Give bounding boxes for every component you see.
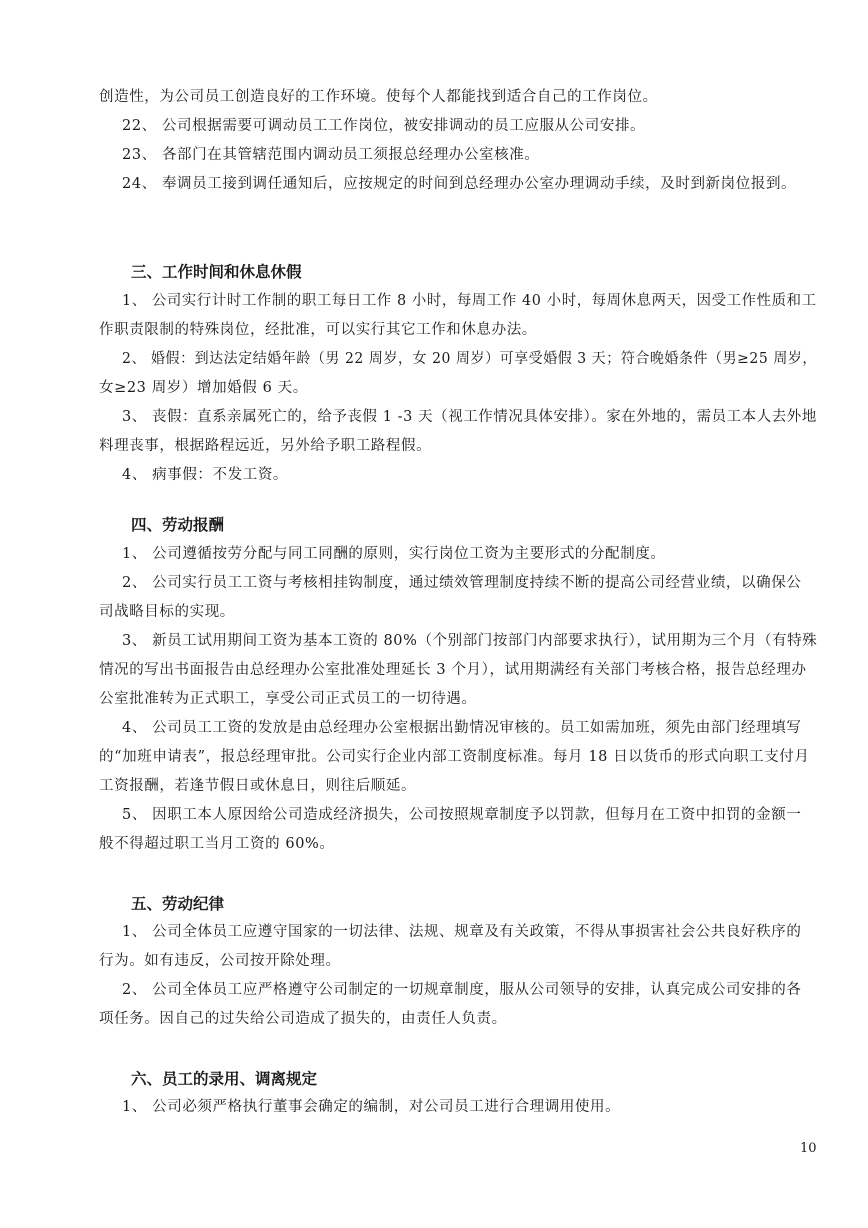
paragraph-line: 创造性，为公司员工创造良好的工作环境。使每个人都能找到适合自己的工作岗位。 bbox=[99, 89, 658, 105]
paragraph-line: 4、 病事假：不发工资。 bbox=[122, 467, 289, 483]
paragraph-line: 司战略目标的实现。 bbox=[99, 604, 235, 620]
paragraph-line: 料理丧事，根据路程远近，另外给予职工路程假。 bbox=[99, 438, 432, 454]
paragraph-line: 1、 公司遵循按劳分配与同工同酬的原则，实行岗位工资为主要形式的分配制度。 bbox=[122, 546, 666, 562]
paragraph-line: 3、 新员工试用期间工资为基本工资的 80%（个别部门按部门内部要求执行），试用期为三个月（有特殊 bbox=[122, 633, 818, 649]
paragraph-line: 女≥23 周岁）增加婚假 6 天。 bbox=[99, 380, 308, 396]
paragraph-line: 4、 公司员工工资的发放是由总经理办公室根据出勤情况审核的。员工如需加班，须先由部门经理填写 bbox=[122, 720, 802, 736]
paragraph-line: 情况的写出书面报告由总经理办公室批准处理延长 3 个月），试用期满经有关部门考核合格，报告总经理办 bbox=[99, 662, 807, 678]
section-heading: 六、员工的录用、调离规定 bbox=[131, 1070, 318, 1088]
paragraph-line: 5、 因职工本人原因给公司造成经济损失，公司按照规章制度予以罚款，但每月在工资中扣罚的金额一 bbox=[122, 807, 802, 823]
paragraph-line: 公室批准转为正式职工，享受公司正式员工的一切待遇。 bbox=[99, 691, 477, 707]
paragraph-line: 项任务。因自己的过失给公司造成了损失的，由责任人负责。 bbox=[99, 1011, 507, 1027]
paragraph-line: 工资报酬，若逢节假日或休息日，则往后顺延。 bbox=[99, 778, 417, 794]
paragraph-line: 2、 婚假：到达法定结婚年龄（男 22 周岁，女 20 周岁）可享受婚假 3 天；符合晚婚条件（男≥25 周岁， bbox=[122, 351, 817, 367]
paragraph-line: 行为。如有违反，公司按开除处理。 bbox=[99, 953, 341, 969]
paragraph-line: 2、 公司实行员工工资与考核相挂钩制度，通过绩效管理制度持续不断的提高公司经营业绩，以确保公 bbox=[122, 575, 802, 591]
paragraph-line: 24、 奉调员工接到调任通知后，应按规定的时间到总经理办公室办理调动手续，及时到新岗位报到。 bbox=[122, 176, 797, 192]
paragraph-line: 1、 公司实行计时工作制的职工每日工作 8 小时，每周工作 40 小时，每周休息两天，因受工作性质和工 bbox=[122, 293, 817, 309]
paragraph-line: 1、 公司全体员工应遵守国家的一切法律、法规、规章及有关政策，不得从事损害社会公共良好秩序的 bbox=[122, 924, 802, 940]
section-heading: 五、劳动纪律 bbox=[131, 895, 225, 913]
paragraph-line: 22、 公司根据需要可调动员工工作岗位，被安排调动的员工应服从公司安排。 bbox=[122, 118, 646, 134]
paragraph-line: 般不得超过职工当月工资的 60%。 bbox=[99, 836, 335, 852]
paragraph-line: 1、 公司必须严格执行董事会确定的编制，对公司员工进行合理调用使用。 bbox=[122, 1099, 621, 1115]
section-heading: 三、工作时间和休息休假 bbox=[131, 263, 302, 281]
paragraph-line: 的“加班申请表”，报总经理审批。公司实行企业内部工资制度标准。每月 18 日以货币的形式向职工支付月 bbox=[99, 749, 810, 765]
page-number: 10 bbox=[800, 1141, 817, 1156]
paragraph-line: 2、 公司全体员工应严格遵守公司制定的一切规章制度，服从公司领导的安排，认真完成公司安排的各 bbox=[122, 982, 802, 998]
section-heading: 四、劳动报酬 bbox=[131, 516, 225, 534]
paragraph-line: 3、 丧假：直系亲属死亡的，给予丧假 1 -3 天（视工作情况具体安排）。家在外地的，需员工本人去外地 bbox=[122, 409, 817, 425]
paragraph-line: 作职责限制的特殊岗位，经批准，可以实行其它工作和休息办法。 bbox=[99, 322, 537, 338]
paragraph-line: 23、 各部门在其管辖范围内调动员工须报总经理办公室核准。 bbox=[122, 147, 540, 163]
